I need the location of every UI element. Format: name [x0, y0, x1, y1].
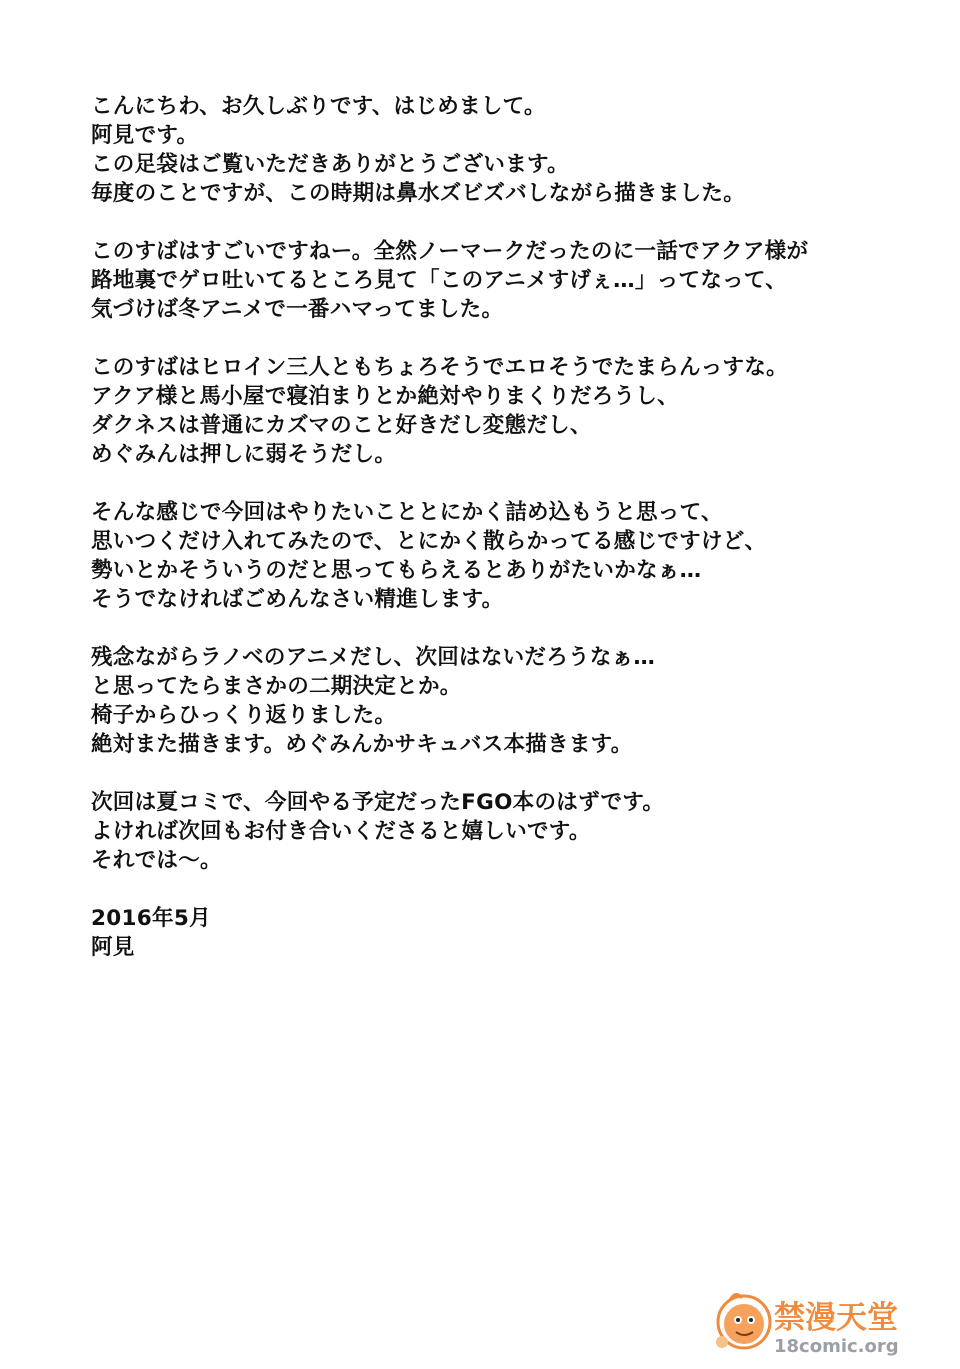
- text-line: こんにちわ、お久しぶりです、はじめまして。: [91, 94, 546, 119]
- text-line: 残念ながらラノベのアニメだし、次回はないだろうなぁ…: [91, 645, 656, 670]
- text-line: このすばはすごいですねー。全然ノーマークだったのに一話でアクア様が: [91, 239, 809, 264]
- paragraph-next-time: [91, 788, 891, 875]
- paragraph-impression: [91, 237, 891, 324]
- watermark-logo: [708, 1288, 918, 1360]
- text-line: 気づけば冬アニメで一番ハマってました。: [91, 297, 504, 322]
- text-line: そうでなければごめんなさい精進します。: [91, 587, 504, 612]
- signature-block: [91, 904, 891, 962]
- text-line: 毎度のことですが、この時期は鼻水ズビズバしながら描きました。: [91, 181, 746, 206]
- watermark-title: 禁漫天堂: [774, 1300, 898, 1336]
- watermark-svg: [708, 1288, 918, 1360]
- afterword-text: [91, 92, 891, 991]
- paragraph-heroines: [91, 353, 891, 469]
- text-line: 思いつくだけ入れてみたので、とにかく散らかってる感じですけど、: [91, 529, 767, 554]
- text-line: 路地裏でゲロ吐いてるところ見て「このアニメすげぇ…」ってなって、: [91, 268, 788, 293]
- text-line: アクア様と馬小屋で寝泊まりとか絶対やりまくりだろうし、: [91, 384, 679, 409]
- text-line: 椅子からひっくり返りました。: [91, 703, 397, 728]
- author-name: 阿見: [91, 935, 135, 960]
- text-line: 阿見です。: [91, 123, 199, 148]
- text-line: このすばはヒロイン三人ともちょろそうでエロそうでたまらんっすな。: [91, 355, 788, 380]
- text-line: めぐみんは押しに弱そうだし。: [91, 442, 397, 467]
- date-line: 2016年5月: [91, 906, 211, 931]
- text-line: と思ってたらまさかの二期決定とか。: [91, 674, 462, 699]
- paragraph-this-time: [91, 498, 891, 614]
- watermark-url: 18comic.org: [774, 1336, 899, 1357]
- text-line: そんな感じで今回はやりたいこととにかく詰め込もうと思って、: [91, 500, 723, 525]
- cartoon-mascot-icon: [716, 1294, 770, 1348]
- text-line: 次回は夏コミで、今回やる予定だったFGO本のはずです。: [91, 790, 665, 815]
- text-line: この足袋はご覧いただきありがとうございます。: [91, 152, 569, 177]
- text-line: 絶対また描きます。めぐみんかサキュバス本描きます。: [91, 732, 633, 757]
- text-line: 勢いとかそういうのだと思ってもらえるとありがたいかなぁ…: [91, 558, 702, 583]
- text-line: ダクネスは普通にカズマのこと好きだし変態だし、: [91, 413, 592, 438]
- paragraph-greeting: [91, 92, 891, 208]
- text-line: よければ次回もお付き合いくださると嬉しいです。: [91, 819, 591, 844]
- paragraph-second-season: [91, 643, 891, 759]
- text-line: それでは～。: [91, 848, 222, 873]
